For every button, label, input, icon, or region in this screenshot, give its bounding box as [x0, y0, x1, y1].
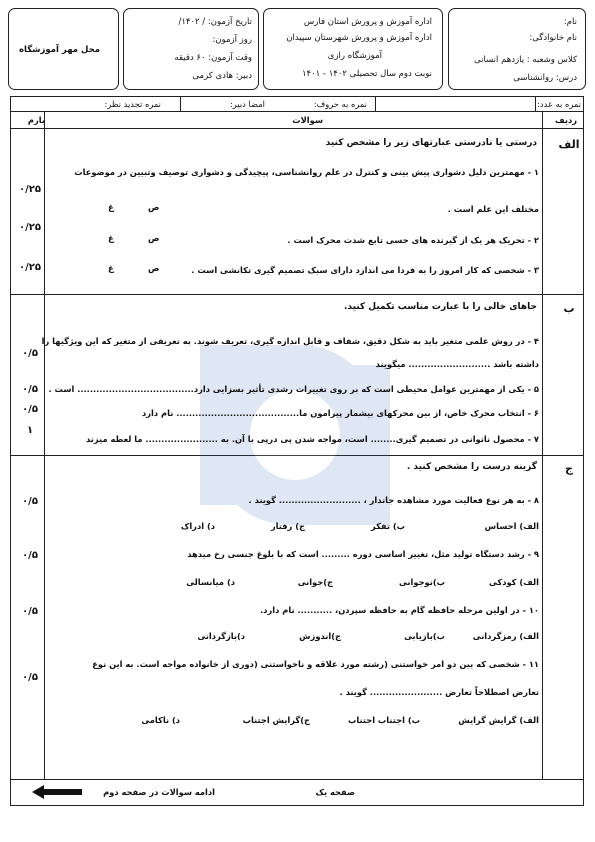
q9-score: ۰/۵	[22, 550, 38, 561]
q10-option-c[interactable]: ج)اندوزش	[299, 631, 341, 641]
teacher-sign-label: امضا دبیر:	[230, 99, 265, 109]
section-title-be: جاهای خالی را با عبارت مناسب تکمیل کنید.	[343, 302, 537, 312]
q3-score: ۰/۲۵	[19, 262, 41, 273]
score-row-divider	[10, 111, 584, 112]
questions-header: سوالات	[292, 115, 323, 125]
exam-term: نوبت دوم سال تحصیلی ۱۴۰۲ - ۱۴۰۱	[301, 69, 432, 79]
score-number-label: نمره به عدد:	[537, 99, 581, 109]
question-9: ۹ - رشد دستگاه تولید مثل، تغییر اساسی دوره ......... است که با بلوغ جنسی رخ میدهد	[187, 549, 539, 559]
q10-score: ۰/۵	[22, 606, 38, 617]
divider	[535, 96, 536, 111]
left-arrow-icon	[32, 784, 82, 800]
q5-score: ۰/۵	[22, 384, 38, 395]
province-office: اداره آموزش و پرورش استان فارس	[303, 17, 432, 27]
q8-option-d[interactable]: د) ادراک	[180, 521, 215, 531]
q3-true-option[interactable]: ص	[148, 264, 160, 274]
q10-option-a[interactable]: الف) رمزگردانی	[472, 631, 539, 641]
city-office: اداره آموزش و پرورش شهرستان سپیدان	[286, 33, 432, 43]
q9-option-a[interactable]: الف) کودکی	[488, 577, 539, 587]
question-7: ۷ - محصول ناتوانی در تصمیم گیری........ است، مواجه شدن پی درپی با آن. به ....................... ما لعطه میزند	[85, 434, 539, 444]
section-divider	[10, 779, 584, 780]
section-divider	[10, 294, 584, 295]
q1-true-option[interactable]: ص	[148, 203, 160, 213]
row-header: ردیف	[554, 115, 577, 125]
class-label: کلاس وشعبه : یازدهم انسانی	[474, 55, 577, 65]
q1-false-option[interactable]: غ	[108, 203, 114, 213]
header-row-divider	[10, 128, 584, 129]
q2-false-option[interactable]: غ	[108, 234, 114, 244]
q11-option-c[interactable]: ج)گرایش اجتناب	[242, 715, 310, 725]
exam-date-label: تاریخ آزمون: / ۱۴۰۲/	[178, 17, 252, 27]
school-info-box	[263, 8, 443, 90]
section-letter-be: ب	[563, 302, 575, 315]
question-11-line-2: تعارض اصطلاحاً تعارض ....................... گویند .	[339, 687, 539, 697]
question-5: ۵ - یکی از مهمترین عوامل محیطی است که بر روی تغییرات رشدی تأثیر بسزایی دارد..................................... است .	[48, 384, 539, 394]
q3-false-option[interactable]: غ	[108, 264, 114, 274]
section-letter-alef: الف	[558, 138, 580, 151]
q8-option-a[interactable]: الف) احساس	[484, 521, 539, 531]
q8-score: ۰/۵	[22, 496, 38, 507]
student-name-label: نام:	[563, 17, 577, 27]
question-4-line-2: داشته باشد .......................... میگویند	[375, 359, 539, 369]
section-title-jim: گزینه درست را مشخص کنید .	[406, 462, 537, 472]
divider	[180, 96, 181, 111]
q1-score: ۰/۲۵	[19, 184, 41, 195]
q4-score: ۰/۵	[22, 348, 38, 359]
section-title-alef: درستی یا نادرستی عبارتهای زیر را مشخص کنید	[325, 138, 537, 148]
revised-score-label: نمره تجدید نظر:	[104, 99, 161, 109]
school-stamp-box	[8, 8, 119, 90]
page-number: صفحه یک	[315, 787, 355, 797]
exam-time-label: وقت آزمون: ۶۰ دقیقه	[174, 53, 252, 63]
question-11-line-1: ۱۱ - شخصی که بین دو امر خواستنی (رشته مورد علاقه و ناخواستنی (دوری از خانواده مواجه است. به این نوع	[92, 659, 539, 669]
q10-option-b[interactable]: ب)بازیابی	[404, 631, 445, 641]
exam-day-label: روز آزمون:	[212, 35, 252, 45]
q11-option-d[interactable]: د) ناکامی	[141, 715, 180, 725]
q11-score: ۰/۵	[22, 672, 38, 683]
question-1-line-1: ۱ - مهمترین دلیل دشواری پیش بینی و کنترل در علم روانشناسی، پیچیدگی و دشواری توصیف وتبیین در موضوعات	[74, 167, 539, 177]
question-3: ۳ - شخصی که کار امروز را به فردا می اندازد دارای سبک تصمیم گیری تکانشی است .	[191, 265, 539, 275]
question-2: ۲ - تحریک هر یک از گیرنده های حسی تابع شدت محرک است .	[287, 235, 539, 245]
teacher-label: دبیر: هادی کرمی	[192, 71, 252, 81]
student-info-box	[448, 8, 586, 90]
q9-option-b[interactable]: ب)نوجوانی	[399, 577, 445, 587]
q2-true-option[interactable]: ص	[148, 234, 160, 244]
score-header: بارم	[27, 115, 45, 125]
question-4-line-1: ۴ - در روش علمی متغیر باید به شکل دقیق، شفاف و قابل اندازه گیری، تعریف شوند. به تعریفی از متغیر که این ویژگیها را	[41, 336, 539, 346]
q2-score: ۰/۲۵	[19, 222, 41, 233]
q6-score: ۰/۵	[22, 404, 38, 415]
subject-label: درس: روانشناسی	[513, 73, 577, 83]
q11-option-a[interactable]: الف) گرایش گرایش	[458, 715, 539, 725]
continue-note: ادامه سوالات در صفحه دوم	[103, 787, 215, 797]
score-letters-label: نمره به حروف:	[313, 99, 367, 109]
question-6: ۶ - انتخاب محرک خاص، از بین محرکهای بیشمار پیرامون ما....................................... نام دارد	[142, 408, 539, 418]
q7-score: ۱	[26, 425, 34, 436]
row-column-line	[542, 111, 543, 779]
exam-info-box	[123, 8, 259, 90]
q11-option-b[interactable]: ب) اجتناب اجتناب	[347, 715, 420, 725]
q8-option-c[interactable]: ج) رفتار	[270, 521, 305, 531]
question-1-line-2: مختلف این علم است .	[447, 204, 539, 214]
question-8: ۸ - به هر نوع فعالیت مورد مشاهده جاندار ، .......................... گویند .	[248, 495, 539, 505]
question-10: ۱۰ - در اولین مرحله حافظه گام به حافظه سپردن، ........... نام دارد.	[260, 605, 539, 615]
stamp-label: محل مهر آموزشگاه	[19, 45, 100, 55]
section-letter-jim: ج	[565, 462, 573, 475]
q8-option-b[interactable]: ب) تفکر	[370, 521, 405, 531]
divider	[375, 96, 376, 111]
student-family-label: نام خانوادگی:	[529, 33, 577, 43]
q10-option-d[interactable]: د)بازگردانی	[197, 631, 245, 641]
q9-option-d[interactable]: د) میانسالی	[186, 577, 235, 587]
q9-option-c[interactable]: ج)جوانی	[297, 577, 333, 587]
school-name: آموزشگاه رازی	[327, 51, 382, 61]
